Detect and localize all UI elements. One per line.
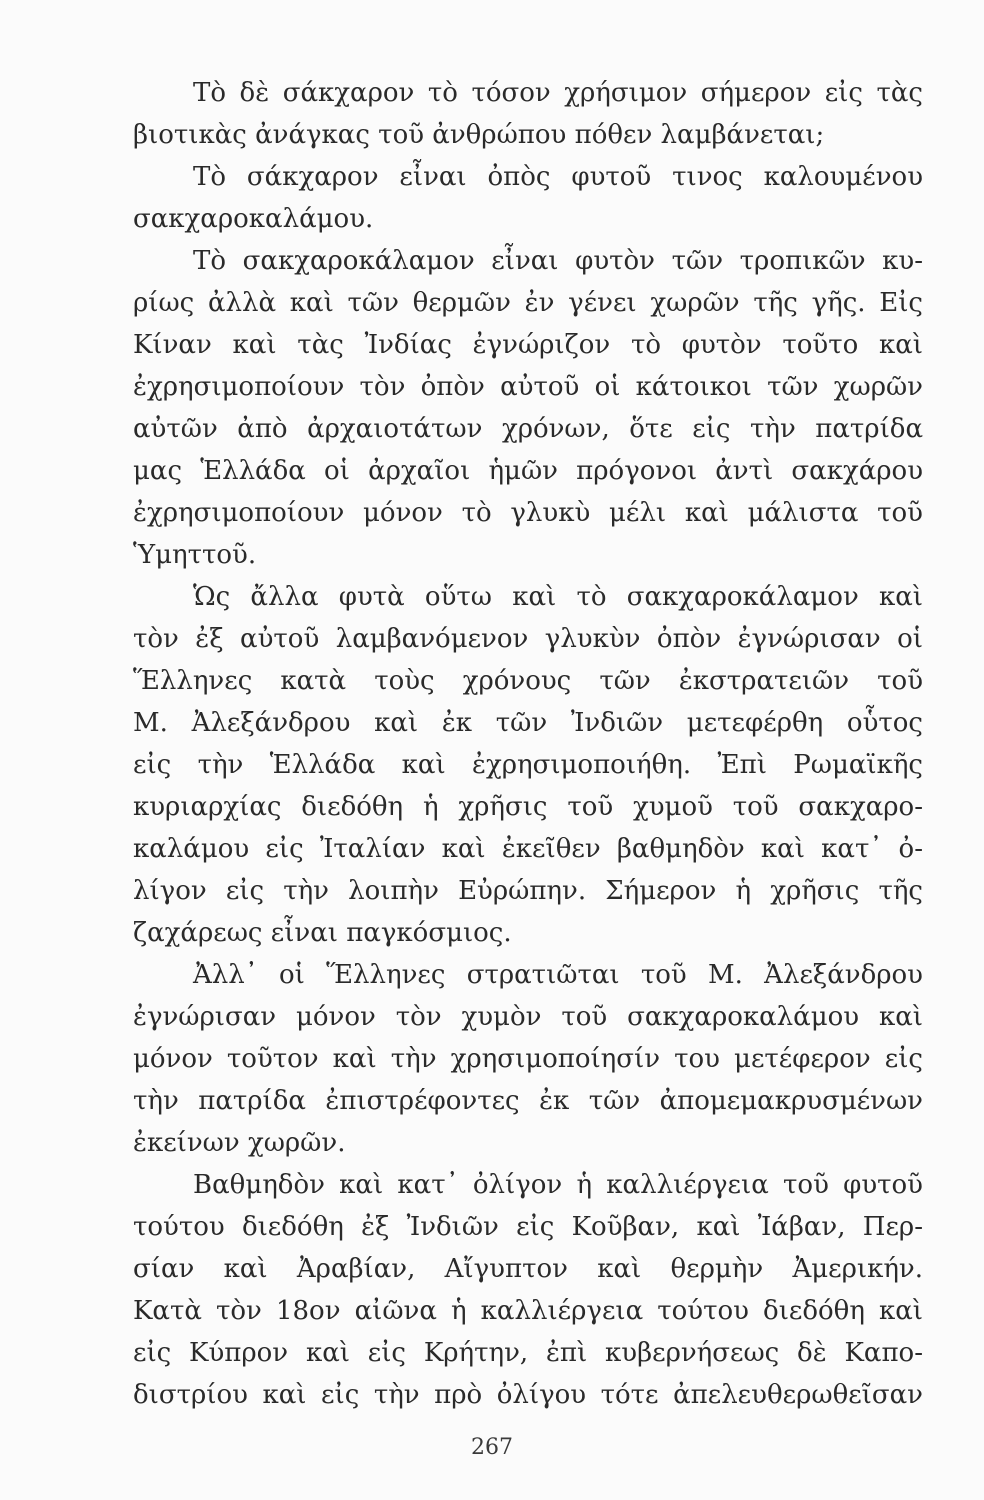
text-line: βιοτικὰς ἀνάγκας τοῦ ἀνθρώπου πόθεν λαμβάνεται; — [133, 120, 825, 150]
text-line: Τὸ σακχαροκάλαμον εἶναι φυτὸν τῶν τροπικῶν κυ- — [193, 246, 923, 276]
text-line: διστρίου καὶ εἰς τὴν πρὸ ὀλίγου τότε ἀπελευθερωθεῖσαν — [133, 1380, 923, 1410]
text-line: ἐχρησιμοποίουν μόνον τὸ γλυκὺ μέλι καὶ μάλιστα τοῦ — [133, 498, 923, 528]
text-line: τὸν ἐξ αὐτοῦ λαμβανόμενον γλυκὺν ὀπὸν ἐγνώρισαν οἱ — [133, 624, 923, 654]
text-line: Κίναν καὶ τὰς Ἰνδίας ἐγνώριζον τὸ φυτὸν τοῦτο καὶ — [133, 330, 923, 360]
text-line: Ὡς ἄλλα φυτὰ οὕτω καὶ τὸ σακχαροκάλαμον καὶ — [193, 582, 923, 612]
text-line: ζαχάρεως εἶναι παγκόσμιος. — [133, 918, 512, 948]
text-line: Βαθμηδὸν καὶ κατ᾽ ὀλίγον ἡ καλλιέργεια τοῦ φυτοῦ — [193, 1170, 923, 1200]
text-line: λίγον εἰς τὴν λοιπὴν Εὐρώπην. Σήμερον ἡ χρῆσις τῆς — [133, 876, 923, 906]
text-line: ἐγνώρισαν μόνον τὸν χυμὸν τοῦ σακχαροκαλάμου καὶ — [133, 1002, 923, 1032]
text-line: κυριαρχίας διεδόθη ἡ χρῆσις τοῦ χυμοῦ τοῦ σακχαρο- — [133, 792, 923, 822]
text-line: Τὸ σάκχαρον εἶναι ὀπὸς φυτοῦ τινος καλουμένου — [193, 162, 923, 192]
text-line: καλάμου εἰς Ἰταλίαν καὶ ἐκεῖθεν βαθμηδὸν καὶ κατ᾽ ὀ- — [133, 834, 923, 864]
text-line: Ὑμηττοῦ. — [133, 540, 257, 570]
text-line: ρίως ἀλλὰ καὶ τῶν θερμῶν ἐν γένει χωρῶν τῆς γῆς. Εἰς — [133, 288, 923, 318]
text-line: σακχαροκαλάμου. — [133, 204, 374, 234]
text-line: Μ. Ἀλεξάνδρου καὶ ἐκ τῶν Ἰνδιῶν μετεφέρθη οὗτος — [133, 708, 923, 738]
text-line: Κατὰ τὸν 18ον αἰῶνα ἡ καλλιέργεια τούτου διεδόθη καὶ — [133, 1296, 923, 1326]
text-line: σίαν καὶ Ἀραβίαν, Αἴγυπτον καὶ θερμὴν Ἀμερικήν. — [133, 1254, 923, 1284]
text-line: Τὸ δὲ σάκχαρον τὸ τόσον χρήσιμον σήμερον εἰς τὰς — [193, 78, 923, 108]
text-line: μόνον τοῦτον καὶ τὴν χρησιμοποίησίν του μετέφερον εἰς — [133, 1044, 923, 1074]
text-line: τούτου διεδόθη ἐξ Ἰνδιῶν εἰς Κοῦβαν, καὶ Ἰάβαν, Περ- — [133, 1212, 923, 1242]
text-line: Ἀλλ᾽ οἱ Ἕλληνες στρατιῶται τοῦ Μ. Ἀλεξάνδρου — [193, 960, 923, 990]
text-line: Ἕλληνες κατὰ τοὺς χρόνους τῶν ἐκστρατειῶν τοῦ — [133, 666, 923, 696]
page-number: 267 — [471, 1435, 513, 1460]
text-line: ἐκείνων χωρῶν. — [133, 1128, 346, 1158]
text-line: τὴν πατρίδα ἐπιστρέφοντες ἐκ τῶν ἀπομεμακρυσμένων — [133, 1086, 923, 1116]
text-line: ἐχρησιμοποίουν τὸν ὀπὸν αὐτοῦ οἱ κάτοικοι τῶν χωρῶν — [133, 372, 923, 402]
text-line: εἰς τὴν Ἑλλάδα καὶ ἐχρησιμοποιήθη. Ἐπὶ Ρωμαϊκῆς — [133, 750, 923, 780]
text-line: εἰς Κύπρον καὶ εἰς Κρήτην, ἐπὶ κυβερνήσεως δὲ Καπο- — [133, 1338, 923, 1368]
text-line: μας Ἑλλάδα οἱ ἀρχαῖοι ἡμῶν πρόγονοι ἀντὶ σακχάρου — [133, 456, 923, 486]
text-line: αὐτῶν ἀπὸ ἀρχαιοτάτων χρόνων, ὅτε εἰς τὴν πατρίδα — [133, 414, 923, 444]
